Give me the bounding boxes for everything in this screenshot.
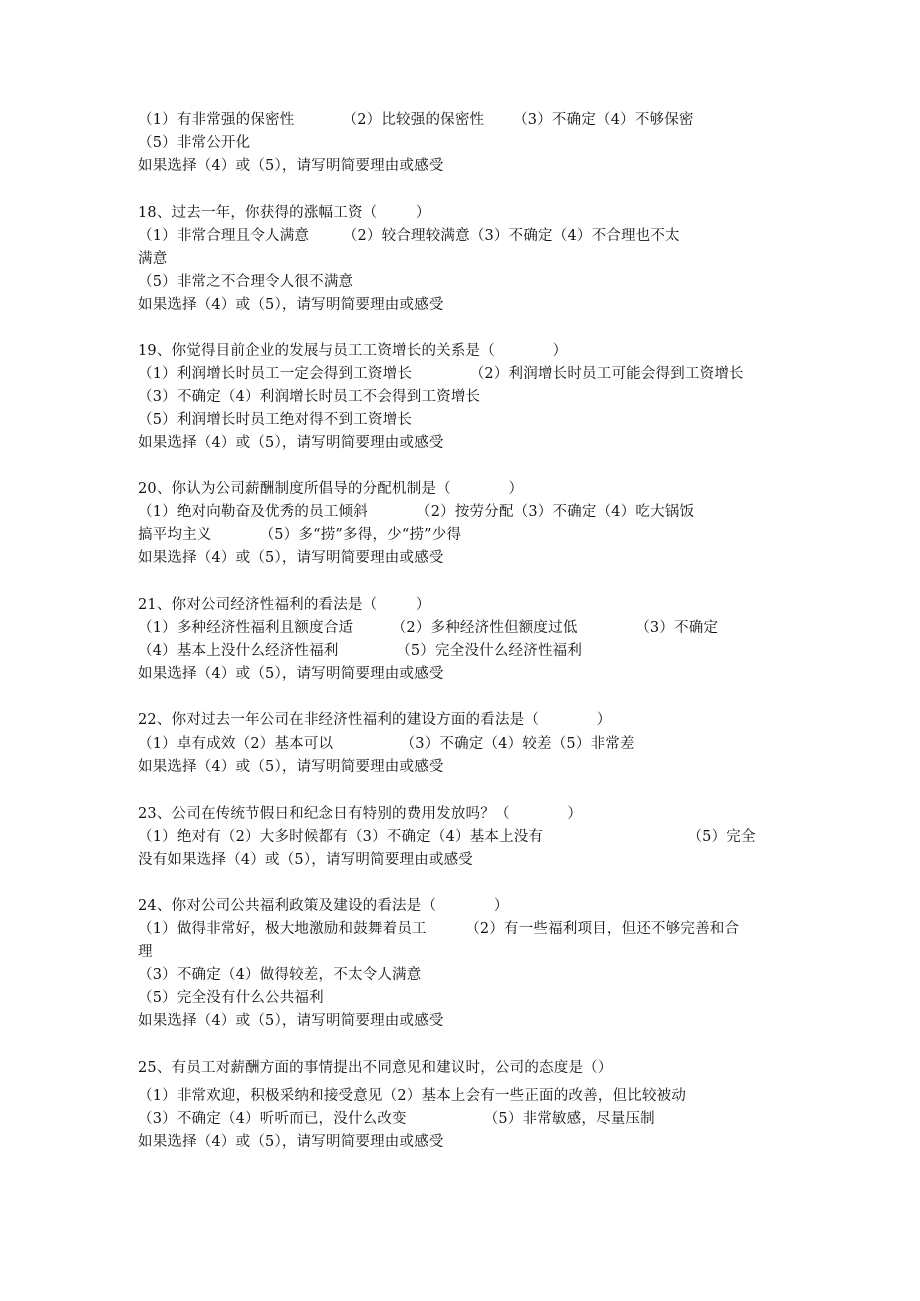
q18-options-line-1: （1）非常合理且令人满意 （2）较合理较满意（3）不确定（4）不合理也不太 xyxy=(138,228,680,244)
q18-options-line-3: （5）非常之不合理令人很不满意 xyxy=(138,274,354,290)
q21-question: 21、你对公司经济性福利的看法是（ ） xyxy=(138,597,431,613)
q24-options-line-3: （3）不确定（4）做得较差，不太令人满意 xyxy=(138,967,422,983)
q20-options-line-2: 搞平均主义 （5）多“捞”多得，少“捞”少得 xyxy=(138,527,462,543)
q23-options-line-2: 没有如果选择（4）或（5），请写明简要理由或感受 xyxy=(138,852,473,868)
q25-options-line-1: （1）非常欢迎，积极采纳和接受意见（2）基本上会有一些正面的改善，但比较被动 xyxy=(138,1088,687,1104)
q17-options-line-2: （5）非常公开化 xyxy=(138,135,251,151)
q21-options-line-1: （1）多种经济性福利且额度合适 （2）多种经济性但额度过低 （3）不确定 xyxy=(138,620,719,636)
q20-options-line-1: （1）绝对向勒奋及优秀的员工倾斜 （2）按劳分配（3）不确定（4）吃大锅饭 xyxy=(138,504,695,520)
q21-options-line-2: （4）基本上没什么经济性福利 （5）完全没什么经济性福利 xyxy=(138,643,583,659)
q19-question: 19、你觉得目前企业的发展与员工工资增长的关系是（ ） xyxy=(138,343,568,359)
q19-reason-prompt: 如果选择（4）或（5），请写明简要理由或感受 xyxy=(138,435,444,451)
q25-options-line-2: （3）不确定（4）听听而已，没什么改变 （5）非常敏感，尽量压制 xyxy=(138,1111,655,1127)
q25-question: 25、有员工对薪酬方面的事情提出不同意见和建议时，公司的态度是（） xyxy=(138,1060,613,1076)
q20-question: 20、你认为公司薪酬制度所倡导的分配机制是（ ） xyxy=(138,481,524,497)
q19-options-line-1: （1）利润增长时员工一定会得到工资增长 （2）利润增长时员工可能会得到工资增长 xyxy=(138,366,744,382)
q18-options-line-2: 满意 xyxy=(138,251,168,267)
q22-reason-prompt: 如果选择（4）或（5），请写明简要理由或感受 xyxy=(138,759,444,775)
q22-question: 22、你对过去一年公司在非经济性福利的建设方面的看法是（ ） xyxy=(138,712,612,728)
q20-reason-prompt: 如果选择（4）或（5），请写明简要理由或感受 xyxy=(138,550,444,566)
q21-reason-prompt: 如果选择（4）或（5），请写明简要理由或感受 xyxy=(138,666,444,682)
q17-reason-prompt: 如果选择（4）或（5），请写明简要理由或感受 xyxy=(138,158,444,174)
q24-options-line-1: （1）做得非常好，极大地激励和鼓舞着员工 （2）有一些福利项目，但还不够完善和合 xyxy=(138,921,740,937)
q24-options-line-4: （5）完全没有什么公共福利 xyxy=(138,990,324,1006)
q24-question: 24、你对公司公共福利政策及建设的看法是（ ） xyxy=(138,898,509,914)
q22-options-line-1: （1）卓有成效（2）基本可以 （3）不确定（4）较差（5）非常差 xyxy=(138,736,635,752)
q17-options-line-1: （1）有非常强的保密性 （2）比较强的保密性 （3）不确定（4）不够保密 xyxy=(138,112,694,128)
q24-reason-prompt: 如果选择（4）或（5），请写明简要理由或感受 xyxy=(138,1013,444,1029)
q24-options-line-2: 理 xyxy=(138,944,153,960)
q23-options-line-1: （1）绝对有（2）大多时候都有（3）不确定（4）基本上没有 （5）完全 xyxy=(138,829,756,845)
q25-reason-prompt: 如果选择（4）或（5），请写明简要理由或感受 xyxy=(138,1134,444,1150)
q18-reason-prompt: 如果选择（4）或（5），请写明简要理由或感受 xyxy=(138,297,444,313)
q18-question: 18、过去一年，你获得的涨幅工资（ ） xyxy=(138,205,431,221)
q19-options-line-2: （3）不确定（4）利润增长时员工不会得到工资增长 xyxy=(138,389,481,405)
q23-question: 23、公司在传统节假日和纪念日有特别的费用发放吗？（ ） xyxy=(138,806,583,822)
q19-options-line-3: （5）利润增长时员工绝对得不到工资增长 xyxy=(138,412,413,428)
